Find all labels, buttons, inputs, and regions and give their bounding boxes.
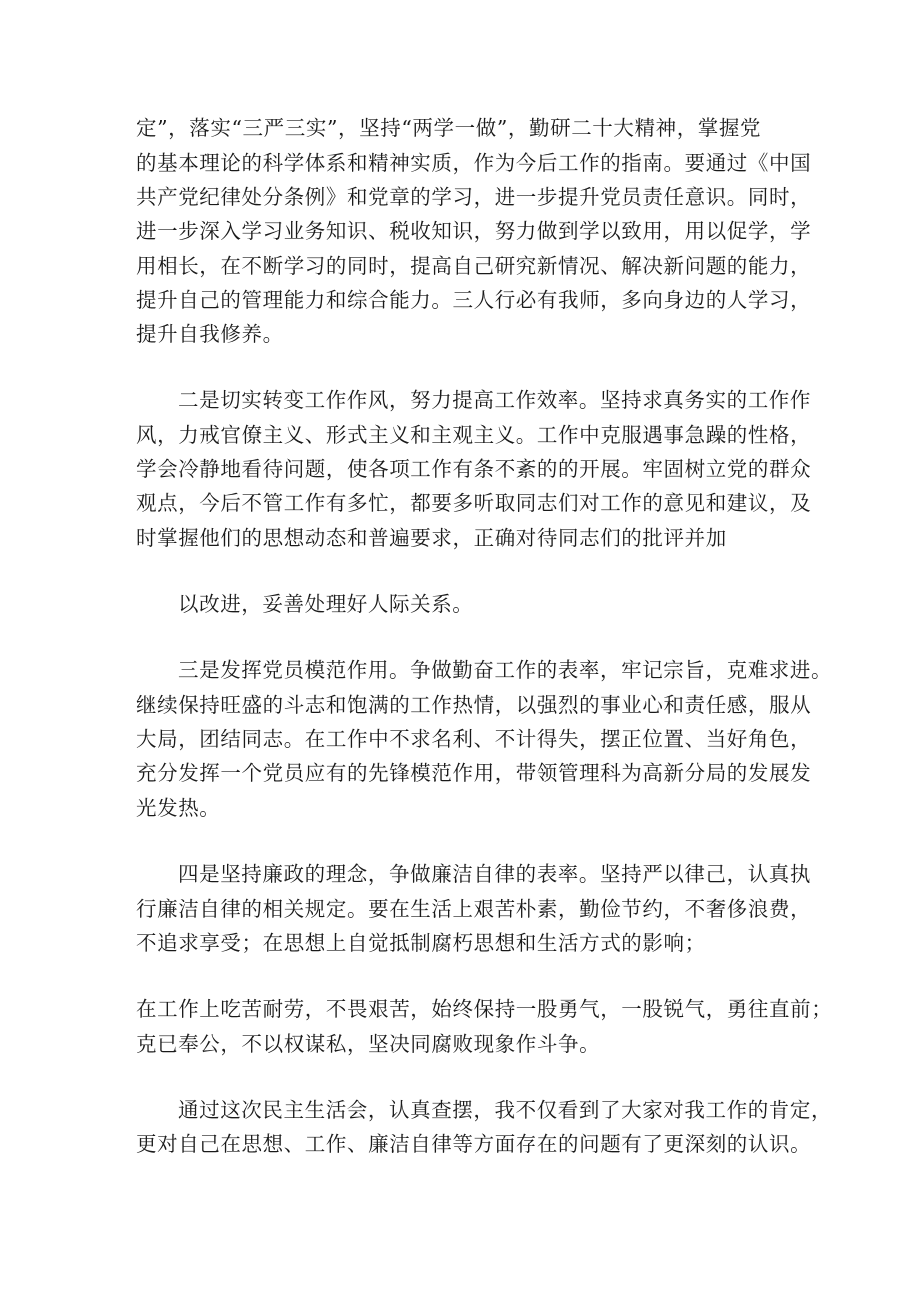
text-line: 更对自己在思想、工作、廉洁自律等方面存在的问题有了更深刻的认识。 [136, 1132, 812, 1156]
paragraph-first-line: 三是发挥党员模范作用。争做勤奋工作的表率，牢记宗旨，克难求进。 [178, 658, 833, 682]
text-line: 不追求享受；在思想上自觉抵制腐朽思想和生活方式的影响； [136, 931, 706, 955]
text-line: 风，力戒官僚主义、形式主义和主观主义。工作中克服遇事急躁的性格， [136, 423, 812, 447]
paragraph-first-line: 通过这次民主生活会，认真查摆，我不仅看到了大家对我工作的肯定， [178, 1098, 833, 1122]
text-line: 的基本理论的科学体系和精神实质，作为今后工作的指南。要通过《中国 [136, 151, 812, 175]
paragraph-first-line: 二是切实转变工作作风，努力提高工作效率。坚持求真务实的工作作 [178, 388, 811, 412]
text-line: 克已奉公，不以权谋私，坚决同腐败现象作斗争。 [136, 1032, 601, 1056]
paragraph-first-line: 四是坚持廉政的理念，争做廉洁自律的表率。坚持严以律己，认真执 [178, 862, 811, 886]
text-line: 进一步深入学习业务知识、税收知识，努力做到学以致用，用以促学，学 [136, 219, 812, 243]
text-line: 共产党纪律处分条例》和党章的学习，进一步提升党员责任意识。同时， [136, 185, 812, 209]
text-line: 继续保持旺盛的斗志和饱满的工作热情，以强烈的事业心和责任感，服从 [136, 693, 812, 717]
text-line: 时掌握他们的思想动态和普遍要求，正确对待同志们的批评并加 [136, 526, 727, 550]
text-line: 大局，团结同志。在工作中不求名利、不计得失，摆正位置、当好角色， [136, 727, 812, 751]
text-line: 提升自己的管理能力和综合能力。三人行必有我师，多向身边的人学习， [136, 288, 812, 312]
text-line: 行廉洁自律的相关规定。要在生活上艰苦朴素，勤俭节约，不奢侈浪费， [136, 897, 812, 921]
paragraph-first-line: 以改进，妥善处理好人际关系。 [178, 592, 474, 616]
text-line: 充分发挥一个党员应有的先锋模范作用，带领管理科为高新分局的发展发 [136, 761, 812, 785]
text-line: 提升自我修养。 [136, 322, 284, 346]
text-line: 学会冷静地看待问题，使各项工作有条不紊的的开展。牢固树立党的群众 [136, 457, 812, 481]
text-line: 在工作上吃苦耐劳，不畏艰苦，始终保持一股勇气，一股锐气，勇往直前； [136, 997, 833, 1021]
text-line: 观点，今后不管工作有多忙，都要多听取同志们对工作的意见和建议，及 [136, 491, 812, 515]
text-line: 定”，落实“三严三实”，坚持“两学一做”，勤研二十大精神，掌握党 [136, 116, 762, 140]
text-line: 用相长，在不断学习的同时，提高自己研究新情况、解决新问题的能力， [136, 254, 812, 278]
text-line: 光发热。 [136, 796, 221, 820]
